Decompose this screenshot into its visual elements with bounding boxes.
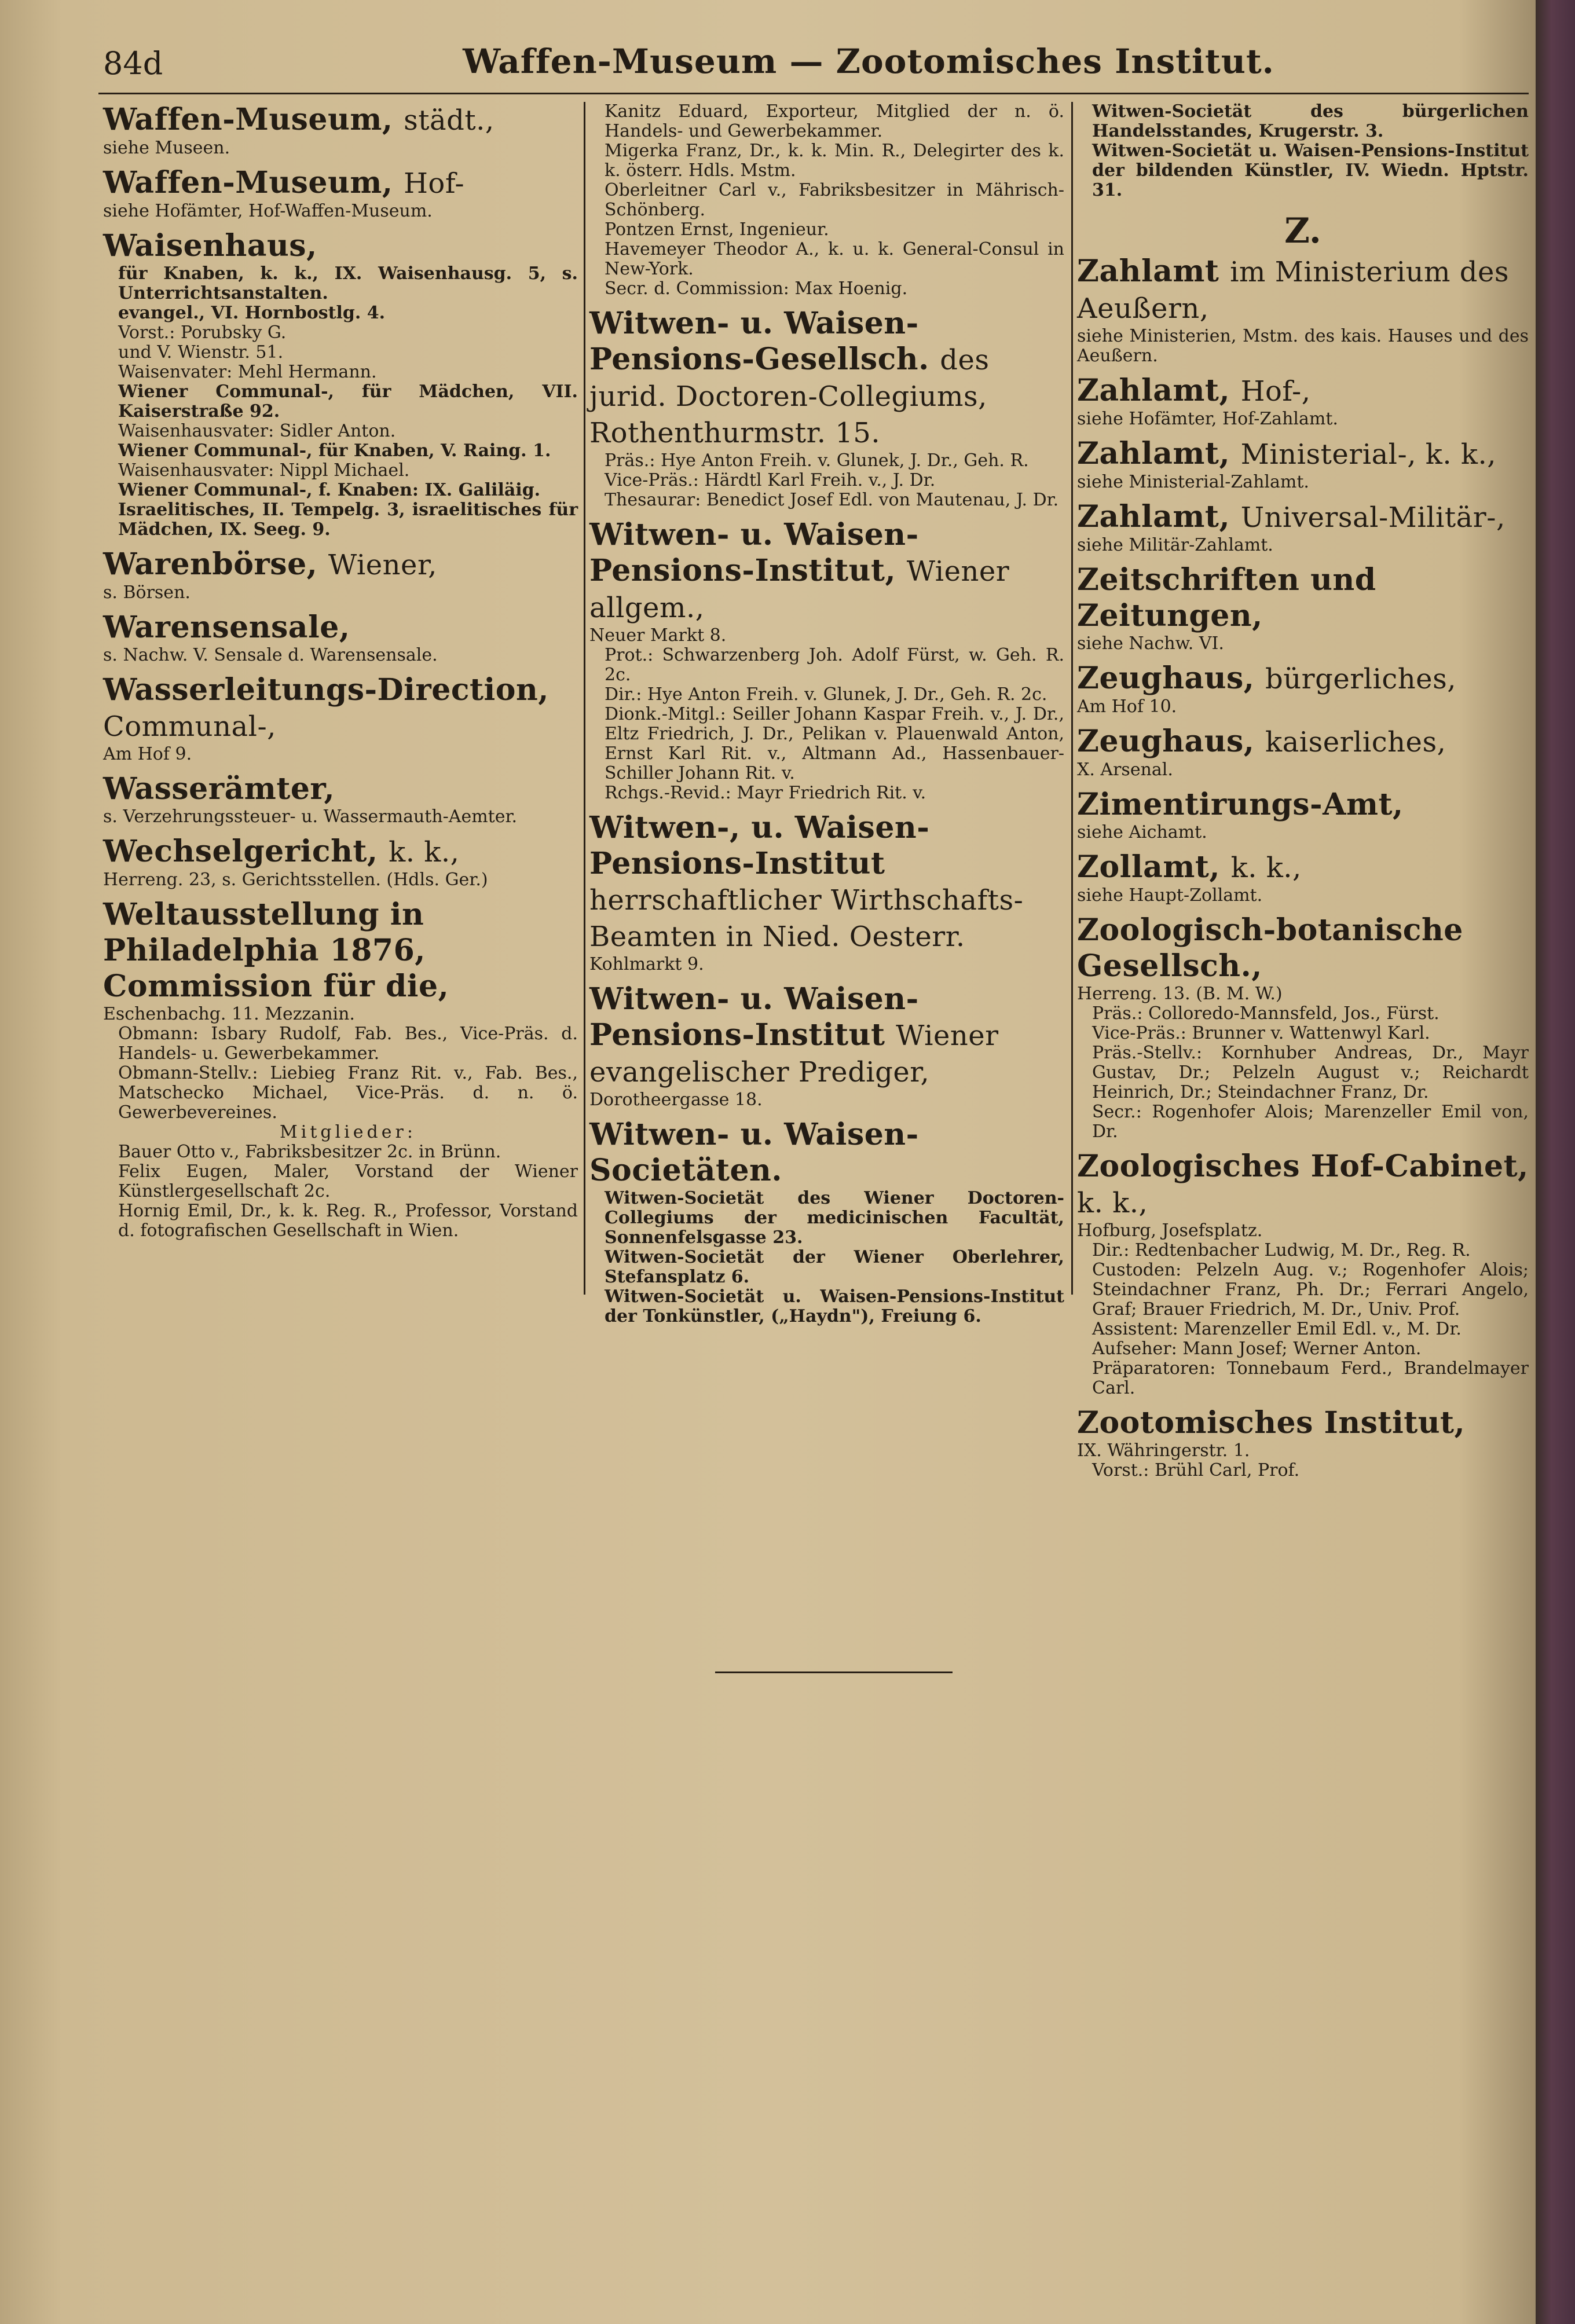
entry-heading-suffix: k. k., bbox=[1077, 1187, 1148, 1219]
entry-heading-suffix: kaiserliches, bbox=[1265, 726, 1446, 758]
directory-entry bbox=[589, 810, 1064, 974]
entry-heading-suffix: Hof-, bbox=[1240, 375, 1311, 408]
entry-heading-text: Warensensale, bbox=[103, 610, 350, 645]
entry-line: Witwen-Societät u. Waisen-Pensions-Institut der bildenden Künstler, IV. Wiedn. Hptstr. 31. bbox=[1092, 141, 1529, 200]
column-rule bbox=[1071, 102, 1073, 1295]
column-2 bbox=[589, 102, 1064, 1333]
entry-line: für Knaben, k. k., IX. Waisenhausg. 5, s. Unterrichtsanstalten. bbox=[118, 263, 578, 303]
entry-heading bbox=[1077, 912, 1529, 984]
entry-heading bbox=[1077, 254, 1529, 327]
entry-heading bbox=[1077, 562, 1529, 634]
entry-heading-suffix: städt., bbox=[404, 104, 495, 137]
directory-entry bbox=[1077, 436, 1529, 492]
entry-heading-text: Zeughaus, bbox=[1077, 661, 1255, 696]
entry-line: Waisenvater: Mehl Hermann. bbox=[118, 362, 377, 382]
entry-heading-text: Wasserämter, bbox=[103, 771, 335, 807]
entry-line: s. Nachw. V. Sensale d. Warensensale. bbox=[103, 645, 438, 665]
entry-heading bbox=[1077, 499, 1529, 536]
entry-heading-suffix: Wiener allgem., bbox=[589, 555, 1010, 624]
entry-line: siehe Hofämter, Hof-Waffen-Museum. bbox=[103, 201, 433, 221]
directory-entry bbox=[1077, 1149, 1529, 1398]
entry-line: Am Hof 10. bbox=[1077, 697, 1177, 717]
entry-heading-suffix: Wiener evangelischer Prediger, bbox=[589, 1020, 999, 1088]
directory-entry bbox=[1077, 1405, 1529, 1480]
entry-line: Thesaurar: Benedict Josef Edl. von Mautenau, J. Dr. bbox=[605, 490, 1059, 510]
entry-heading-text: Zahlamt bbox=[1077, 254, 1219, 289]
entry-line: Mitglieder: bbox=[280, 1122, 416, 1142]
entry-line: Dir.: Redtenbacher Ludwig, M. Dr., Reg. R. bbox=[1092, 1240, 1471, 1260]
entry-heading bbox=[1077, 849, 1529, 886]
entry-line: siehe Nachw. VI. bbox=[1077, 633, 1224, 654]
entry-heading-suffix: Wiener, bbox=[328, 549, 437, 581]
entry-heading bbox=[103, 228, 578, 264]
entry-line: Custoden: Pelzeln Aug. v.; Rogenhofer Alois; Steindachner Franz, Ph. Dr.; Ferrari Angelo, Graf; Brauer Friedrich, M. Dr., Univ. Prof. bbox=[1092, 1260, 1529, 1319]
entry-line: Secr.: Rogenhofer Alois; Marenzeller Emil von, Dr. bbox=[1092, 1102, 1529, 1142]
entry-heading-text: Warenbörse, bbox=[103, 547, 318, 582]
entry-line: s. Börsen. bbox=[103, 582, 191, 603]
entry-line: Migerka Franz, Dr., k. k. Min. R., Delegirter des k. k. österr. Hdls. Mstm. bbox=[605, 141, 1064, 181]
directory-entry bbox=[589, 102, 1064, 299]
entry-heading-suffix: Communal-, bbox=[103, 710, 276, 743]
entry-heading-suffix: Hof- bbox=[404, 167, 465, 200]
running-head: Waffen-Museum — Zootomisches Institut. bbox=[463, 42, 1274, 81]
directory-entry bbox=[1077, 661, 1529, 717]
entry-heading bbox=[103, 834, 578, 870]
entry-line: s. Verzehrungssteuer- u. Wassermauth-Aemter. bbox=[103, 807, 518, 827]
entry-heading-text: Zimentirungs-Amt, bbox=[1077, 787, 1404, 822]
entry-heading-text: Wasserleitungs-Direction, bbox=[103, 672, 549, 708]
entry-heading bbox=[589, 981, 1064, 1090]
directory-entry bbox=[103, 897, 578, 1241]
entry-line: Waisenhausvater: Nippl Michael. bbox=[118, 460, 410, 481]
entry-line: Assistent: Marenzeller Emil Edl. v., M. Dr. bbox=[1092, 1319, 1462, 1339]
entry-line: Präs.-Stellv.: Kornhuber Andreas, Dr., Mayr Gustav, Dr.; Pelzeln August v.; Reichardt Heinrich, Dr.; Steindachner Franz, Dr. bbox=[1092, 1043, 1529, 1102]
entry-line: Eschenbachg. 11. Mezzanin. bbox=[103, 1004, 355, 1024]
entry-line: Vorst.: Brühl Carl, Prof. bbox=[1092, 1460, 1300, 1480]
entry-line: Secr. d. Commission: Max Hoenig. bbox=[605, 278, 908, 299]
entry-heading bbox=[589, 517, 1064, 626]
directory-entry bbox=[589, 981, 1064, 1110]
entry-heading-text: Zahlamt, bbox=[1077, 436, 1230, 471]
entry-line: Herreng. 23, s. Gerichtsstellen. (Hdls. Ger.) bbox=[103, 870, 488, 890]
entry-line: Neuer Markt 8. bbox=[589, 625, 727, 646]
entry-heading bbox=[103, 610, 578, 646]
entry-heading bbox=[589, 810, 1064, 955]
entry-line: evangel., VI. Hornbostlg. 4. bbox=[118, 303, 386, 323]
entry-heading-text: Witwen-, u. Waisen-Pensions-Institut bbox=[589, 810, 930, 881]
entry-heading-suffix: Universal-Militär-, bbox=[1240, 501, 1506, 534]
entry-heading-suffix: k. k., bbox=[389, 836, 460, 868]
entry-line: Am Hof 9. bbox=[103, 744, 192, 764]
entry-heading bbox=[1077, 724, 1529, 760]
column-1 bbox=[103, 102, 578, 1248]
entry-heading bbox=[103, 547, 578, 583]
entry-line: Herreng. 13. (B. M. W.) bbox=[1077, 984, 1283, 1004]
directory-entry bbox=[589, 306, 1064, 510]
entry-heading-text: Zeitschriften und Zeitungen, bbox=[1077, 562, 1376, 633]
entry-line: Wiener Communal-, für Knaben, V. Raing. 1. bbox=[118, 441, 551, 461]
entry-heading bbox=[1077, 787, 1529, 823]
entry-line: Präs.: Hye Anton Freih. v. Glunek, J. Dr., Geh. R. bbox=[605, 450, 1029, 471]
entry-heading-suffix: herrschaftlicher Wirthschafts-Beamten in Nied. Oesterr. bbox=[589, 884, 1024, 953]
entry-heading bbox=[103, 165, 578, 201]
entry-line: Obmann: Isbary Rudolf, Fab. Bes., Vice-Präs. d. Handels- u. Gewerbekammer. bbox=[118, 1024, 578, 1064]
entry-line: Felix Eugen, Maler, Vorstand der Wiener Künstlergesellschaft 2c. bbox=[118, 1161, 578, 1201]
column-rule bbox=[584, 102, 585, 1295]
directory-entry bbox=[103, 228, 578, 540]
entry-heading bbox=[1077, 373, 1529, 409]
entry-heading-text: Zahlamt, bbox=[1077, 499, 1230, 534]
entry-line: Dir.: Hye Anton Freih. v. Glunek, J. Dr., Geh. R. 2c. bbox=[605, 684, 1047, 705]
entry-heading bbox=[103, 897, 578, 1005]
directory-entry bbox=[103, 771, 578, 827]
entry-heading-text: Zoologisches Hof-Cabinet, bbox=[1077, 1149, 1529, 1184]
section-letter: Z. bbox=[1284, 211, 1321, 251]
entry-line: Israelitisches, II. Tempelg. 3, israelitisches für Mädchen, IX. Seeg. 9. bbox=[118, 500, 578, 540]
entry-line: Aufseher: Mann Josef; Werner Anton. bbox=[1092, 1339, 1422, 1359]
entry-line: Obmann-Stellv.: Liebieg Franz Rit. v., Fab. Bes., Matschecko Michael, Vice-Präs. d. n. ö. Gewerbevereines. bbox=[118, 1063, 578, 1123]
directory-entry bbox=[103, 834, 578, 890]
entry-line: siehe Aichamt. bbox=[1077, 822, 1207, 842]
entry-line: Vorst.: Porubsky G. bbox=[118, 322, 287, 343]
directory-entry bbox=[1077, 724, 1529, 780]
directory-entry bbox=[1077, 102, 1529, 200]
entry-line: Waisenhausvater: Sidler Anton. bbox=[118, 421, 396, 441]
entry-line: siehe Ministerien, Mstm. des kais. Hauses und des Aeußern. bbox=[1077, 326, 1529, 366]
entry-heading bbox=[589, 1117, 1064, 1189]
entry-line: Dionk.-Mitgl.: Seiller Johann Kaspar Freih. v., J. Dr., Eltz Friedrich, J. Dr., Pelikan v. Plauenwald Anton, Ernst Karl Rit. v., Altmann Ad., Hassenbauer-Schiller Johann Rit. v. bbox=[605, 704, 1064, 783]
directory-entry bbox=[1077, 562, 1529, 654]
entry-line: Hornig Emil, Dr., k. k. Reg. R., Professor, Vorstand d. fotografischen Gesellschaft in Wien. bbox=[118, 1201, 578, 1241]
entry-heading-suffix: k. k., bbox=[1230, 852, 1302, 884]
directory-entry bbox=[1077, 849, 1529, 906]
entry-heading-suffix: bürgerliches, bbox=[1265, 663, 1456, 695]
directory-entry bbox=[589, 517, 1064, 803]
entry-heading bbox=[1077, 1405, 1529, 1441]
entry-heading-text: Waisenhaus, bbox=[103, 228, 317, 263]
entry-line: X. Arsenal. bbox=[1077, 760, 1173, 780]
entry-heading-text: Witwen- u. Waisen-Pensions-Institut, bbox=[589, 517, 919, 588]
entry-line: Pontzen Ernst, Ingenieur. bbox=[605, 219, 829, 240]
entry-line: Bauer Otto v., Fabriksbesitzer 2c. in Brünn. bbox=[118, 1142, 501, 1162]
entry-heading-text: Waffen-Museum, bbox=[103, 165, 393, 200]
entry-heading-text: Zahlamt, bbox=[1077, 373, 1230, 408]
entry-heading-text: Zollamt, bbox=[1077, 849, 1220, 885]
end-rule bbox=[715, 1671, 953, 1673]
entry-heading-text: Wechselgericht, bbox=[103, 834, 378, 869]
directory-entry bbox=[103, 672, 578, 764]
entry-heading bbox=[103, 102, 578, 138]
entry-line: Hofburg, Josefsplatz. bbox=[1077, 1220, 1263, 1241]
entry-heading-suffix: des jurid. Doctoren-Collegiums, Rothenthurmstr. 15. bbox=[589, 344, 990, 449]
entry-line: siehe Ministerial-Zahlamt. bbox=[1077, 472, 1309, 492]
entry-line: Kanitz Eduard, Exporteur, Mitglied der n. ö. Handels- und Gewerbekammer. bbox=[605, 101, 1064, 141]
entry-heading-text: Weltausstellung in Philadelphia 1876, Commission für die, bbox=[103, 897, 449, 1004]
entry-heading bbox=[1077, 661, 1529, 697]
entry-line: Witwen-Societät der Wiener Oberlehrer, Stefansplatz 6. bbox=[605, 1247, 1064, 1287]
entry-line: siehe Museen. bbox=[103, 138, 230, 158]
entry-heading-text: Waffen-Museum, bbox=[103, 102, 393, 137]
column-3 bbox=[1077, 102, 1529, 1487]
entry-heading-suffix: im Ministerium des Aeußern, bbox=[1077, 256, 1510, 325]
entry-line: Präparatoren: Tonnebaum Ferd., Brandelmayer Carl. bbox=[1092, 1358, 1529, 1398]
directory-entry bbox=[1077, 912, 1529, 1142]
directory-entry bbox=[1077, 254, 1529, 366]
entry-line: Wiener Communal-, f. Knaben: IX. Galiläig. bbox=[118, 480, 541, 500]
header-rule bbox=[98, 93, 1529, 94]
entry-line: Vice-Präs.: Härdtl Karl Freih. v., J. Dr. bbox=[605, 470, 936, 490]
directory-entry bbox=[1077, 373, 1529, 429]
entry-line: siehe Hofämter, Hof-Zahlamt. bbox=[1077, 409, 1338, 429]
entry-heading-text: Zeughaus, bbox=[1077, 724, 1255, 759]
book-spine-edge bbox=[1536, 0, 1575, 2324]
entry-line: Havemeyer Theodor A., k. u. k. General-Consul in New-York. bbox=[605, 239, 1064, 279]
entry-heading bbox=[1077, 436, 1529, 472]
entry-heading-text: Zootomisches Institut, bbox=[1077, 1405, 1466, 1440]
entry-line: Prot.: Schwarzenberg Joh. Adolf Fürst, w. Geh. R. 2c. bbox=[605, 645, 1064, 685]
entry-line: Vice-Präs.: Brunner v. Wattenwyl Karl. bbox=[1092, 1023, 1430, 1043]
entry-heading-suffix: Ministerial-, k. k., bbox=[1240, 438, 1496, 471]
entry-line: Oberleitner Carl v., Fabriksbesitzer in Mährisch-Schönberg. bbox=[605, 180, 1064, 220]
entry-line: Rchgs.-Revid.: Mayr Friedrich Rit. v. bbox=[605, 783, 926, 803]
entry-heading-text: Zoologisch-botanische Gesellsch., bbox=[1077, 912, 1463, 984]
entry-line: Wiener Communal-, für Mädchen, VII. Kaiserstraße 92. bbox=[118, 382, 578, 421]
entry-line: siehe Haupt-Zollamt. bbox=[1077, 885, 1263, 906]
entry-line: Dorotheergasse 18. bbox=[589, 1090, 763, 1110]
entry-line: Witwen-Societät des bürgerlichen Handelsstandes, Krugerstr. 3. bbox=[1092, 101, 1529, 141]
entry-heading bbox=[589, 306, 1064, 451]
entry-line: siehe Militär-Zahlamt. bbox=[1077, 535, 1273, 555]
entry-line: IX. Währingerstr. 1. bbox=[1077, 1440, 1250, 1461]
directory-entry bbox=[103, 610, 578, 665]
entry-heading-text: Witwen- u. Waisen-Societäten. bbox=[589, 1117, 919, 1188]
entry-line: und V. Wienstr. 51. bbox=[118, 342, 284, 362]
directory-entry bbox=[1077, 787, 1529, 842]
entry-line: Präs.: Colloredo-Mannsfeld, Jos., Fürst. bbox=[1092, 1003, 1440, 1024]
page-number: 84d bbox=[103, 45, 163, 82]
directory-entry bbox=[103, 165, 578, 221]
entry-heading bbox=[103, 672, 578, 745]
entry-line: Witwen-Societät des Wiener Doctoren-Collegiums der medicinischen Facultät, Sonnenfelsgasse 23. bbox=[605, 1188, 1064, 1248]
entry-line: Witwen-Societät u. Waisen-Pensions-Institut der Tonkünstler, („Haydn"), Freiung 6. bbox=[605, 1286, 1064, 1326]
directory-entry bbox=[1077, 499, 1529, 555]
entry-heading bbox=[1077, 1149, 1529, 1221]
entry-heading-text: Witwen- u. Waisen-Pensions-Institut bbox=[589, 981, 919, 1053]
entry-heading bbox=[103, 771, 578, 807]
directory-entry bbox=[589, 1117, 1064, 1326]
entry-heading-text: Witwen- u. Waisen-Pensions-Gesellsch. bbox=[589, 306, 929, 377]
directory-entry bbox=[103, 102, 578, 158]
entry-line: Kohlmarkt 9. bbox=[589, 954, 704, 974]
directory-entry bbox=[103, 547, 578, 603]
